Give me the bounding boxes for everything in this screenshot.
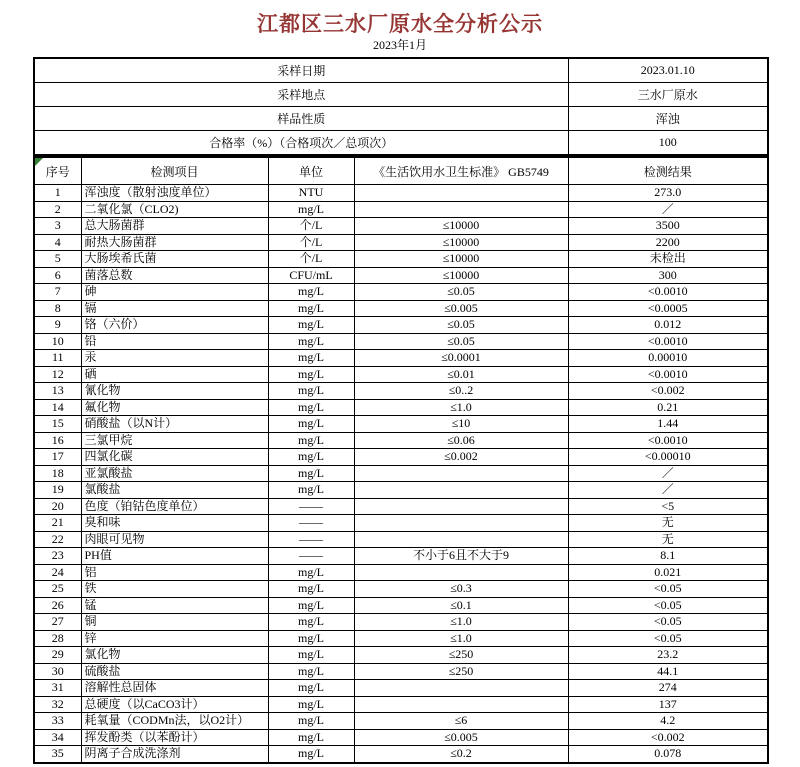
analysis-table [33,156,769,764]
col-header-result: 检测结果 [568,157,768,185]
row-item: 总硬度（以CaCO3计） [81,696,268,713]
table-row [34,185,768,202]
row-item: 耐热大肠菌群 [81,234,268,251]
row-index: 24 [34,564,81,581]
row-unit: mg/L [268,746,354,763]
row-standard: ≤0.06 [354,432,568,449]
row-item: 锌 [81,630,268,647]
row-standard: ≤0.0001 [354,350,568,367]
table-row [34,597,768,614]
row-item: 肉眼可见物 [81,531,268,548]
row-result: <0.0005 [568,300,768,317]
page-title: 江都区三水厂原水全分析公示 [257,12,543,36]
row-item: 大肠埃希氏菌 [81,251,268,268]
table-row [34,729,768,746]
row-item: 二氧化氯（CLO2) [81,201,268,218]
row-result: 137 [568,696,768,713]
row-standard: ≤0.005 [354,300,568,317]
row-index: 27 [34,614,81,631]
table-row [34,465,768,482]
row-result: 44.1 [568,663,768,680]
row-result: 2200 [568,234,768,251]
row-unit: mg/L [268,416,354,433]
info-table [33,57,769,156]
row-item: 汞 [81,350,268,367]
row-index: 10 [34,333,81,350]
row-index: 18 [34,465,81,482]
row-index: 16 [34,432,81,449]
row-unit: NTU [268,185,354,202]
row-standard: ≤10000 [354,251,568,268]
row-index: 5 [34,251,81,268]
row-standard [354,482,568,499]
row-result: ／ [568,482,768,499]
row-standard: ≤0.3 [354,581,568,598]
table-row [34,416,768,433]
row-standard [354,185,568,202]
info-value: 浑浊 [568,107,768,131]
analysis-header-row [34,157,768,185]
row-standard: ≤0.005 [354,729,568,746]
row-standard: ≤1.0 [354,399,568,416]
row-index: 22 [34,531,81,548]
row-index: 1 [34,185,81,202]
row-result: ／ [568,465,768,482]
row-unit: mg/L [268,333,354,350]
row-unit: mg/L [268,647,354,664]
row-result: <0.0010 [568,366,768,383]
row-standard: ≤1.0 [354,614,568,631]
row-item: 挥发酚类（以苯酚计） [81,729,268,746]
row-standard: ≤250 [354,663,568,680]
row-result: <0.0010 [568,333,768,350]
table-row [34,218,768,235]
row-unit: mg/L [268,366,354,383]
row-index: 7 [34,284,81,301]
info-table-body [34,58,768,155]
row-item: 臭和味 [81,515,268,532]
row-item: 铬（六价） [81,317,268,334]
row-unit: mg/L [268,284,354,301]
table-row [34,564,768,581]
row-item: PH值 [81,548,268,565]
row-unit: 个/L [268,251,354,268]
row-unit: mg/L [268,201,354,218]
table-row [34,432,768,449]
row-result: <0.0010 [568,284,768,301]
row-result: 23.2 [568,647,768,664]
col-header-item: 检测项目 [81,157,268,185]
row-standard [354,515,568,532]
row-index: 30 [34,663,81,680]
row-result: <5 [568,498,768,515]
row-result: 274 [568,680,768,697]
table-row [34,449,768,466]
row-index: 33 [34,713,81,730]
row-index: 34 [34,729,81,746]
row-index: 29 [34,647,81,664]
row-index: 23 [34,548,81,565]
table-row [34,498,768,515]
row-item: 砷 [81,284,268,301]
row-standard: ≤10 [354,416,568,433]
row-index: 28 [34,630,81,647]
table-row [34,581,768,598]
row-standard: ≤0.05 [354,333,568,350]
row-index: 35 [34,746,81,763]
row-item: 浑浊度（散射浊度单位） [81,185,268,202]
table-row [34,696,768,713]
row-unit: mg/L [268,729,354,746]
info-label: 采样地点 [34,83,568,107]
table-row [34,383,768,400]
col-header-index-label: 序号 [45,164,70,179]
row-index: 2 [34,201,81,218]
row-item: 色度（铂钴色度单位） [81,498,268,515]
row-item: 铅 [81,333,268,350]
row-result: <0.0010 [568,432,768,449]
row-standard: ≤0.05 [354,284,568,301]
row-index: 26 [34,597,81,614]
row-result: <0.00010 [568,449,768,466]
row-unit: mg/L [268,696,354,713]
row-unit: mg/L [268,564,354,581]
row-index: 15 [34,416,81,433]
row-item: 硝酸盐（以N计） [81,416,268,433]
row-result: 1.44 [568,416,768,433]
table-row [34,366,768,383]
row-unit: mg/L [268,630,354,647]
row-result: <0.05 [568,630,768,647]
row-result: 3500 [568,218,768,235]
row-result: 0.078 [568,746,768,763]
row-standard: ≤10000 [354,267,568,284]
row-result: 8.1 [568,548,768,565]
row-index: 31 [34,680,81,697]
col-header-unit: 单位 [268,157,354,185]
row-item: 硫酸盐 [81,663,268,680]
row-result: <0.05 [568,614,768,631]
table-row [34,614,768,631]
row-unit: mg/L [268,663,354,680]
row-result: 273.0 [568,185,768,202]
row-result: <0.002 [568,383,768,400]
row-unit: 个/L [268,234,354,251]
row-index: 25 [34,581,81,598]
info-value: 2023.01.10 [568,58,768,83]
info-value: 三水厂原水 [568,83,768,107]
table-row [34,548,768,565]
row-index: 6 [34,267,81,284]
table-row [34,201,768,218]
info-label: 样品性质 [34,107,568,131]
row-item: 氰化物 [81,383,268,400]
info-row [34,131,768,156]
row-index: 11 [34,350,81,367]
row-unit: mg/L [268,465,354,482]
row-index: 14 [34,399,81,416]
row-index: 13 [34,383,81,400]
row-standard: ≤250 [354,647,568,664]
row-unit: mg/L [268,350,354,367]
row-unit: mg/L [268,713,354,730]
row-item: 四氯化碳 [81,449,268,466]
row-index: 9 [34,317,81,334]
row-standard: ≤0.002 [354,449,568,466]
row-item: 镉 [81,300,268,317]
row-item: 氟化物 [81,399,268,416]
table-row [34,630,768,647]
info-row [34,107,768,131]
row-index: 20 [34,498,81,515]
table-row [34,251,768,268]
row-unit: mg/L [268,614,354,631]
table-row [34,482,768,499]
row-unit: mg/L [268,449,354,466]
row-standard: ≤0.1 [354,597,568,614]
row-standard: ≤0..2 [354,383,568,400]
row-unit: CFU/mL [268,267,354,284]
col-header-index [34,157,81,185]
row-unit: mg/L [268,597,354,614]
row-unit: mg/L [268,432,354,449]
info-label: 采样日期 [34,58,568,83]
excel-error-triangle-icon [35,158,43,166]
row-standard: ≤0.01 [354,366,568,383]
row-index: 21 [34,515,81,532]
row-unit: mg/L [268,680,354,697]
row-standard: 不小于6且不大于9 [354,548,568,565]
row-index: 17 [34,449,81,466]
row-result: <0.002 [568,729,768,746]
table-row [34,531,768,548]
info-row [34,58,768,83]
row-standard [354,696,568,713]
row-index: 3 [34,218,81,235]
row-item: 氯化物 [81,647,268,664]
table-row [34,746,768,763]
row-result: 0.012 [568,317,768,334]
row-result: 未检出 [568,251,768,268]
row-index: 19 [34,482,81,499]
row-item: 锰 [81,597,268,614]
table-row [34,663,768,680]
row-unit: mg/L [268,482,354,499]
table-row [34,713,768,730]
row-unit: mg/L [268,383,354,400]
row-item: 铜 [81,614,268,631]
row-index: 32 [34,696,81,713]
page-subtitle: 2023年1月 [372,38,427,52]
row-standard [354,465,568,482]
row-standard [354,564,568,581]
row-unit: mg/L [268,300,354,317]
row-result: 无 [568,515,768,532]
table-row [34,284,768,301]
row-index: 12 [34,366,81,383]
row-unit: —— [268,548,354,565]
table-row [34,680,768,697]
row-standard: ≤1.0 [354,630,568,647]
row-item: 亚氯酸盐 [81,465,268,482]
col-header-standard: 《生活饮用水卫生标准》 GB5749 [354,157,568,185]
row-result: ／ [568,201,768,218]
row-item: 氯酸盐 [81,482,268,499]
row-standard: ≤10000 [354,218,568,235]
table-row [34,267,768,284]
row-standard: ≤0.05 [354,317,568,334]
row-standard [354,680,568,697]
row-result: 0.00010 [568,350,768,367]
row-result: <0.05 [568,597,768,614]
row-unit: mg/L [268,581,354,598]
row-standard: ≤6 [354,713,568,730]
row-unit: —— [268,515,354,532]
row-unit: 个/L [268,218,354,235]
table-row [34,515,768,532]
table-row [34,350,768,367]
analysis-table-body [34,185,768,763]
row-result: 4.2 [568,713,768,730]
row-item: 铝 [81,564,268,581]
row-result: 无 [568,531,768,548]
row-standard [354,531,568,548]
row-item: 菌落总数 [81,267,268,284]
row-index: 4 [34,234,81,251]
table-row [34,333,768,350]
row-item: 耗氧量（CODMn法，以O2计） [81,713,268,730]
row-index: 8 [34,300,81,317]
row-result: <0.05 [568,581,768,598]
row-result: 0.021 [568,564,768,581]
table-row [34,234,768,251]
row-item: 溶解性总固体 [81,680,268,697]
info-label: 合格率（%）（合格项次／总项次） [34,131,568,156]
row-result: 300 [568,267,768,284]
info-row [34,83,768,107]
row-standard [354,498,568,515]
row-standard [354,201,568,218]
row-item: 硒 [81,366,268,383]
table-row [34,300,768,317]
row-result: 0.21 [568,399,768,416]
row-unit: mg/L [268,399,354,416]
table-row [34,317,768,334]
table-row [34,399,768,416]
row-standard: ≤10000 [354,234,568,251]
row-item: 三氯甲烷 [81,432,268,449]
row-item: 总大肠菌群 [81,218,268,235]
row-item: 阴离子合成洗涤剂 [81,746,268,763]
info-value: 100 [568,131,768,156]
table-row [34,647,768,664]
row-unit: mg/L [268,317,354,334]
row-item: 铁 [81,581,268,598]
row-standard: ≤0.2 [354,746,568,763]
row-unit: —— [268,498,354,515]
row-unit: —— [268,531,354,548]
